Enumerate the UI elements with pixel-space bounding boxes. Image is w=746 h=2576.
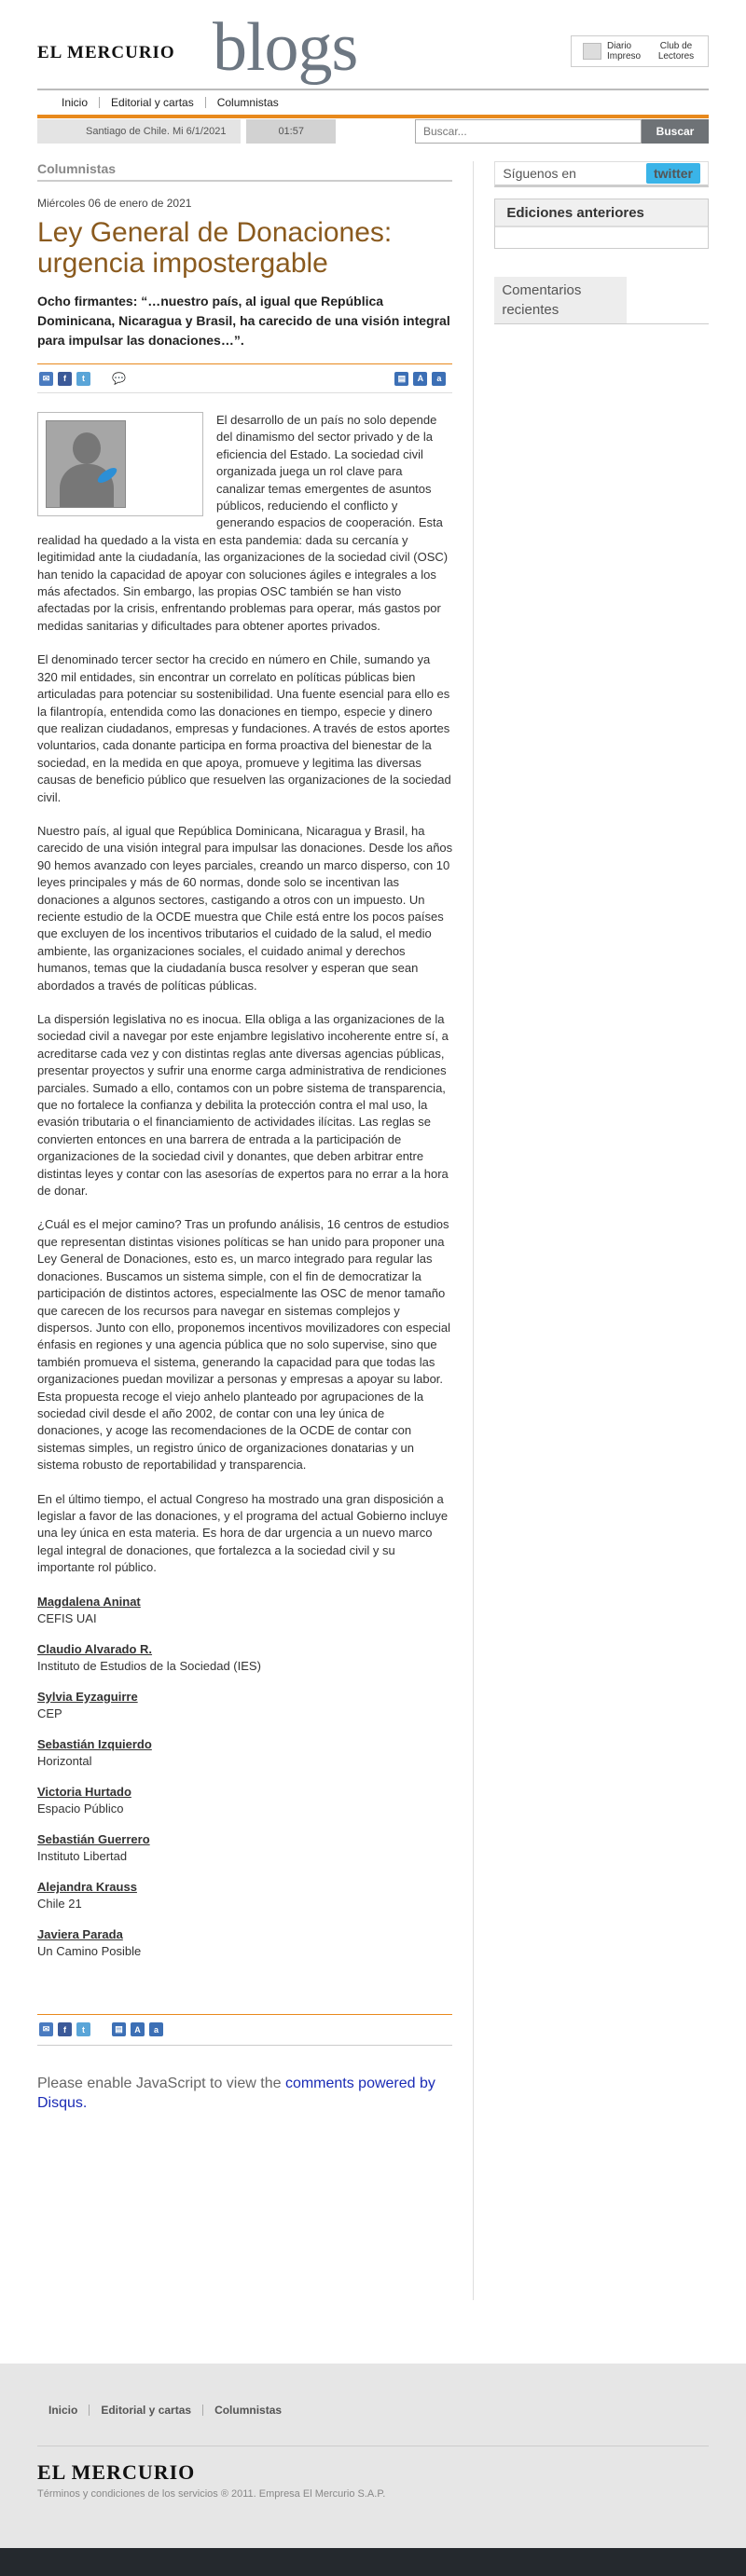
author-org: Espacio Público <box>37 1801 124 1816</box>
comentarios-recientes-heading: Comentarios recientes <box>494 277 627 323</box>
author-org: Chile 21 <box>37 1896 82 1911</box>
author-name[interactable]: Javiera Parada <box>37 1926 123 1941</box>
author-entry <box>37 1784 452 1817</box>
print-icon[interactable]: ▤ <box>112 2022 126 2036</box>
author-org: Instituto de Estudios de la Sociedad (IES) <box>37 1658 261 1673</box>
twitter-follow-button[interactable]: twitter <box>646 163 700 184</box>
post-title: Ley General de Donaciones: urgencia impostergable <box>37 217 393 279</box>
section-label: Columnistas <box>37 161 452 182</box>
font-decrease-icon[interactable]: a <box>149 2022 163 2036</box>
author-name[interactable]: Magdalena Aninat <box>37 1594 141 1609</box>
site-header <box>37 0 709 89</box>
header-links <box>571 35 709 67</box>
disqus-text: Please enable JavaScript to view the <box>37 2075 285 2091</box>
author-name[interactable]: Alejandra Krauss <box>37 1879 137 1894</box>
font-decrease-icon[interactable]: a <box>432 372 446 386</box>
print-icon[interactable]: ▤ <box>394 372 408 386</box>
font-increase-icon[interactable]: A <box>413 372 427 386</box>
author-name[interactable]: Claudio Alvarado R. <box>37 1641 153 1656</box>
main-column <box>37 161 452 2300</box>
article-paragraph: En el último tiempo, el actual Congreso ha mostrado una gran disposición a legislar a favor de las donaciones, y el programa del actual Gobierno incluye una ley única en esta materia. Es hora de dar urgencia a un nuevo marco legal integral de donaciones, que fortalezca a la sociedad civil y su importante rol público. <box>37 1491 449 1575</box>
article-paragraph: El denominado tercer sector ha crecido en número en Chile, sumando ya 320 mil entidades, sin encontrar un correlato en políticas públicas bien articuladas para potenciar su sostenibilidad. Una fuente esencial para ello es la filantropía, entendida como las donaciones en tiempo, especie y dinero que realizan ciudadanos, empresas y fundaciones. A través de estos aportes voluntarios, cada donante participa en forma proactiva del bienestar de la sociedad, en la medida en que apoya, promueve y legitima las diversas causas de beneficio público que resuelven las organizaciones de la sociedad civil. <box>37 652 451 804</box>
el-mercurio-logo[interactable]: EL MERCURIO <box>37 43 175 62</box>
disqus-notice <box>37 2074 452 2113</box>
author-entry <box>37 1594 452 1627</box>
search-form <box>415 119 709 144</box>
comentarios-recientes-box <box>494 277 709 324</box>
share-toolbar-top <box>37 363 452 393</box>
author-entry <box>37 1926 452 1960</box>
ediciones-anteriores-body <box>495 227 708 248</box>
current-date: Santiago de Chile. Mi 6/1/2021 <box>37 119 241 144</box>
footer-nav <box>37 2405 293 2416</box>
article-body <box>37 412 452 1960</box>
main-nav <box>37 90 709 115</box>
ediciones-anteriores-box <box>494 199 709 249</box>
author-avatar <box>37 412 203 516</box>
twitter-icon[interactable]: t <box>76 2022 90 2036</box>
author-org: Instituto Libertad <box>37 1848 128 1863</box>
sidebar <box>494 161 709 2300</box>
search-button[interactable]: Buscar <box>642 119 709 144</box>
diario-impreso-link[interactable] <box>577 41 650 62</box>
disqus-link[interactable]: comments powered by Disqus. <box>37 2075 435 2111</box>
footer-nav-editorial[interactable]: Editorial y cartas <box>90 2405 203 2416</box>
article-paragraph: ¿Cuál es el mejor camino? Tras un profundo análisis, 16 centros de estudios que representan distintas visiones políticas se han unido para proponer una Ley General de Donaciones, esto es, un marco integrado para regular las donaciones. Buscamos un sistema simple, con el fin de democratizar la participación de distintos actores, especialmente las OSC de menor tamaño que carecen de los recursos para navegar en sistemas complejos y dispersos. Junto con ello, proponemos incentivos movilizadores con especial énfasis en regiones y una agencia pública que no solo supervise, sino que también promueva el sistema, generando la capacidad para que todas las organizaciones puedan movilizar a personas y empresas a apoyar su labor. Esta propuesta recoge el viejo anhelo planteado por agrupaciones de la sociedad civil desde el año 2002, de contar con una ley única de donaciones, y acoge las recomendaciones de la OCDE de contar con sistemas simples, un registro único de organizaciones donatarias y un sistema robusto de reportabilidad y transparencia. <box>37 1217 450 1473</box>
search-input[interactable] <box>415 119 642 144</box>
author-entry <box>37 1641 452 1675</box>
diario-impreso-label: Diario Impreso <box>607 41 642 62</box>
article-paragraph: El desarrollo de un país no solo depende del dinamismo del sector privado y de la eficiencia del Estado. La sociedad civil organizada juega un rol clave para canalizar temas emergentes de asuntos públicos, reduciendo el conflicto y generando espacios de cooperación. Esta realidad ha quedado a la vista en esta pandemia: dada su cercanía y legitimidad ante la ciudadanía, las organizaciones de la sociedad civil (OSC) han tenido la capacidad de apoyar con soluciones ágiles e integrales a los más afectados. Sin embargo, las propias OSC también se han visto afectadas por la crisis, enfrentando problemas para operar, más gastos por medidas sanitarias y dificultades para obtener aportes privados. <box>37 413 449 633</box>
author-name[interactable]: Victoria Hurtado <box>37 1784 131 1799</box>
facebook-icon[interactable]: f <box>58 372 72 386</box>
author-name[interactable]: Sylvia Eyzaguirre <box>37 1689 138 1704</box>
nav-inicio[interactable]: Inicio <box>50 97 100 108</box>
font-increase-icon[interactable]: A <box>131 2022 145 2036</box>
author-org: Un Camino Posible <box>37 1943 142 1958</box>
facebook-icon[interactable]: f <box>58 2022 72 2036</box>
footer-logo: EL MERCURIO <box>37 2460 196 2484</box>
post-date: Miércoles 06 de enero de 2021 <box>37 197 192 210</box>
follow-box <box>494 161 709 187</box>
bottom-strip <box>0 2548 746 2576</box>
follow-label: Síguenos en <box>503 166 576 181</box>
article-paragraph: La dispersión legislativa no es inocua. Ella obliga a las organizaciones de la sociedad civil a navegar por este enjambre legislativo incoherente entre sí, a acreditarse cada vez y con distintas reglas ante diversas agencias públicas, presentar proyectos y sufrir una enorme carga administrativa de rendiciones parciales. Sumado a ello, contamos con un pobre sistema de transparencia, que no fortalece la confianza y debilita la protección contra el mal uso, la evasión tributaria o el financiamiento de actividades ilícitas. Las reglas se convierten entonces en una barrera de entrada a la participación de organizaciones de la sociedad civil y donantes, que deben arbitrar entre distintas leyes y contar con las asesorías de expertos para no errar a la hora de donar. <box>37 1012 449 1199</box>
site-footer <box>0 2364 746 2548</box>
club-lectores-link[interactable] <box>650 41 702 62</box>
nav-editorial[interactable]: Editorial y cartas <box>100 97 206 108</box>
author-entry <box>37 1879 452 1912</box>
mail-icon[interactable]: ✉ <box>39 372 53 386</box>
author-org: Horizontal <box>37 1753 92 1768</box>
mail-icon[interactable]: ✉ <box>39 2022 53 2036</box>
share-toolbar-bottom <box>37 2014 452 2046</box>
post-lead: Ocho firmantes: “…nuestro país, al igual que República Dominicana, Nicaragua y Brasil, ha carecido de una visión integral para impulsar las donaciones…”. <box>37 294 450 348</box>
author-entry <box>37 1736 452 1770</box>
author-org: CEP <box>37 1706 62 1720</box>
author-entry <box>37 1831 452 1865</box>
footer-nav-columnistas[interactable]: Columnistas <box>214 2404 283 2417</box>
author-name[interactable]: Sebastián Izquierdo <box>37 1736 152 1751</box>
club-lectores-label: Club de Lectores <box>657 41 695 62</box>
date-search-bar <box>37 118 709 144</box>
blogs-logo[interactable]: blogs <box>213 9 358 86</box>
comentarios-divider <box>494 323 709 324</box>
article-paragraph: Nuestro país, al igual que República Dominicana, Nicaragua y Brasil, ha carecido de una visión integral para impulsar las donaciones. Desde los años 90 hemos avanzado con leyes parciales, creando un marco disperso, con 10 leyes principales y más de 60 normas, donde solo se incentivan las donaciones a algunos sectores, castigando a otros con un impuesto. Un reciente estudio de la OCDE muestra que Chile está entre los pocos países que excluyen de los incentivos tributarios el cuidado de la salud, el medio ambiente, las organizaciones sociales, el cuidado animal y derechos humanos, temas que la ciudadanía busca resolver y esperan que sean abordados a través de políticas públicas. <box>37 823 453 993</box>
column-divider <box>473 161 474 2300</box>
ediciones-anteriores-heading[interactable]: Ediciones anteriores <box>495 199 708 227</box>
author-name[interactable]: Sebastián Guerrero <box>37 1831 150 1846</box>
author-entry <box>37 1689 452 1722</box>
comment-icon[interactable]: 💬 <box>112 372 126 385</box>
footer-legal[interactable]: Términos y condiciones de los servicios ® 2011. Empresa El Mercurio S.A.P. <box>37 2488 386 2500</box>
current-time: 01:57 <box>246 119 336 144</box>
avatar-silhouette <box>46 420 126 508</box>
newspaper-icon <box>583 43 601 60</box>
author-org: CEFIS UAI <box>37 1610 97 1625</box>
twitter-icon[interactable]: t <box>76 372 90 386</box>
nav-columnistas[interactable]: Columnistas <box>216 96 279 109</box>
footer-nav-inicio[interactable]: Inicio <box>37 2405 90 2416</box>
